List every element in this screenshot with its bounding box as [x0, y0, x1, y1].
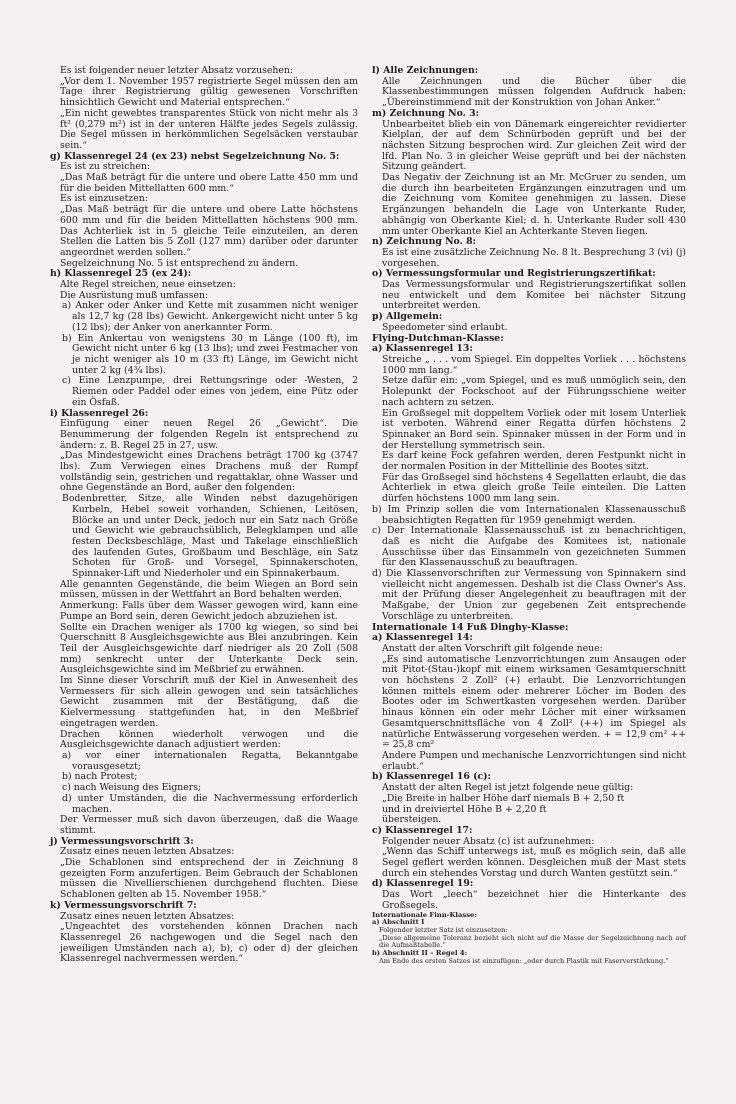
paragraph: Zusatz eines neuen letzten Absatzes: — [60, 846, 235, 858]
paragraph: Die Ausrüstung muß umfassen: — [60, 289, 209, 301]
paragraph: b) Im Prinzip sollen die vom Internationalen Klassenausschuß beabsichtigten Regatten für 1959 genehmigt werden. — [372, 503, 686, 526]
paragraph: c) nach Weisung des Eigners; — [62, 782, 202, 794]
section-heading: b) Abschnitt II – Regel 4: — [372, 948, 468, 957]
paragraph: Einfügung einer neuen Regel 26 „Gewicht“. Die Benummerung der folgenden Regeln ist entsprechend zu ändern: z. B. Regel 25 in 27, usw. — [60, 418, 358, 451]
paragraph: „Es sind automatische Lenzvorrichtungen zum Ansaugen oder mit Pitot-(Stau-)kopf mit einem wirksamen Gesamtquerschnitt von höchstens 2 Zoll² (+) erlaubt. Die Lenzvorrichtungen können mittels einem oder mehrerer Löcher im Boden des Bootes oder im Schwertkasten vorgesehen werden. Darüber hinaus können ein oder mehr Löcher mit einer wirksamen Gesamtquerschnittsfläche von 4 Zoll² (++) im Spiegel als natürliche Entwässerung vorgesehen werden. + = 12,9 cm² ++ = 25,8 cm² — [382, 653, 686, 751]
paragraph: „Das Maß beträgt für die untere und obere Latte höchstens 600 mm und für die beiden Mittellatten höchstens 900 mm. Das Achterliek ist in 5 gleiche Teile einzuteilen, an deren Stellen die Latten bis 5 Zoll (127 mm) darüber oder darunter angeordnet werden sollen.“ — [60, 204, 358, 258]
right-column — [372, 66, 686, 965]
paragraph: Andere Pumpen und mechanische Lenzvorrichtungen sind nicht erlaubt.“ — [382, 750, 686, 772]
left-column — [50, 66, 358, 965]
paragraph: Alle Zeichnungen und die Bücher über die Klassenbestimmungen müssen folgenden Aufdruck haben: „Übereinstimmend mit der Konstruktion von Johan Anker.“ — [382, 75, 686, 109]
section-heading: Flying-Dutchman-Klasse: — [372, 332, 504, 344]
paragraph: Das Negativ der Zeichnung ist an Mr. McGruer zu senden, um die durch ihn bearbeiteten Ergänzungen einzutragen und um die Zeichnung vom Komitee genehmigen zu lassen. Diese Ergänzungen behandeln die Lage von Unterkante Ruder, abhängig von Oberkante Kiel; d. h. Unterkante Ruder soll 430 mm unter Oberkante Kiel an Achterkante Steven liegen. — [382, 172, 686, 237]
paragraph: Drachen können wiederholt verwogen und die Ausgleichsgewichte danach adjustiert werden: — [60, 728, 358, 751]
paragraph: und in dreiviertel Höhe B + 2,20 ft — [382, 803, 547, 815]
paragraph: „Wenn das Schiff unterwegs ist, muß es möglich sein, daß alle Segel geflert werden können. Desgleichen muß der Mast stets durch ein stehendes Vorstag und durch Wanten gestützt sein.“ — [382, 846, 686, 879]
paragraph: Am Ende des ersten Satzes ist einzufügen: „oder durch Plastik mit Faserverstärkung.“ — [379, 956, 669, 965]
section-heading: Internationale 14 Fuß Dinghy-Klasse: — [372, 621, 569, 633]
paragraph: c) Eine Lenzpumpe, drei Rettungsringe oder -Westen, 2 Riemen oder Paddel oder eines von jedem, eine Pütz oder ein Ösfaß. — [62, 375, 358, 408]
paragraph: Streiche „ . . . vom Spiegel. Ein doppeltes Vorliek . . . höchstens 1000 mm lang.“ — [382, 353, 686, 376]
section-heading: a) Abschnitt I — [372, 918, 425, 927]
paragraph: Setze dafür ein: „vom Spiegel, und es muß unmöglich sein, den Holepunkt der Fockschoot auf der Führungsschiene weiter nach achtern zu setzen. — [382, 375, 686, 408]
paragraph: „Das Maß beträgt für die untere und obere Latte 450 mm und für die beiden Mittellatten 600 mm.“ — [60, 172, 358, 194]
paragraph: a) Anker oder Anker und Kette mit zusammen nicht weniger als 12,7 kg (28 lbs) Gewicht. Ankergewicht nicht unter 5 kg (12 lbs); der Anker von anerkannter Form. — [62, 300, 358, 333]
section-heading: k) Vermessungsvorschrift 7: — [50, 899, 197, 911]
section-heading: l) Alle Zeichnungen: — [372, 65, 479, 76]
section-heading: j) Vermessungsvorschrift 3: — [50, 835, 194, 847]
paragraph: Es ist folgender neuer letzter Absatz vorzusehen: — [60, 65, 294, 76]
paragraph: d) Die Klassenvorschriften zur Vermessung von Spinnakern sind vielleicht nicht angemessen. Deshalb ist die Class Owner's Ass. mit der Prüfung dieser Angelegenheit zu beauftragen mit der Maßgabe, der Union zur gegebenen Zeit entsprechende Vorschläge zu unterbreiten. — [372, 568, 686, 622]
paragraph: Das Vermessungsformular und Registrierungszertifikat sollen neu entwickelt und dem Komitee bei nächster Sitzung unterbreitet werden. — [382, 279, 686, 312]
paragraph: Es ist einzusetzen: — [60, 193, 148, 205]
paragraph: Das Wort „leech“ bezeichnet hier die Hinterkante des Großsegels. — [382, 889, 686, 911]
section-heading: i) Klassenregel 26: — [50, 407, 149, 419]
section-heading: a) Klassenregel 13: — [372, 343, 473, 355]
section-heading: o) Vermessungsformular und Registrierungszertifikat: — [372, 268, 656, 280]
section-heading: n) Zeichnung No. 8: — [372, 236, 476, 248]
paragraph: „Vor dem 1. November 1957 registrierte Segel müssen den am Tage ihrer Registrierung gültig gewesenen Vorschriften hinsichtlich Gewicht und Material entsprechen.“ — [60, 75, 358, 109]
paragraph: übersteigen. — [382, 814, 442, 826]
paragraph: Zusatz eines neuen letzten Absatzes: — [60, 910, 235, 922]
paragraph: „Die Breite in halber Höhe darf niemals B + 2,50 ft — [382, 792, 625, 804]
paragraph: Es ist zu streichen: — [60, 161, 151, 173]
paragraph: d) unter Umständen, die die Nachvermessung erforderlich machen. — [62, 792, 358, 815]
paragraph: „Das Mindestgewicht eines Drachens beträgt 1700 kg (3747 lbs). Zum Verwiegen eines Drachens muß der Rumpf vollständig sein, gestrichen und regattaklar, ohne Wasser und ohne Gegenstände an Bord, außer den folgenden: — [60, 450, 358, 494]
paragraph: Folgender letzter Satz ist einzusetzen: — [379, 926, 508, 935]
paragraph: Anstatt der alten Vorschrift gilt folgende neue: — [382, 642, 603, 654]
paragraph: a) vor einer internationalen Regatta, Bekanntgabe vorausgesetzt; — [62, 750, 358, 772]
section-heading: a) Klassenregel 14: — [372, 632, 473, 644]
paragraph: c) Der Internationale Klassenausschuß ist zu benachrichtigen, daß es nicht die Aufgabe des Komitees ist, nationale Ausschüsse über das Einsammeln von gezeichneten Summen für den Klassenausschuß zu beauftragen. — [372, 525, 686, 569]
paragraph: „Die Schablonen sind entsprechend der in Zeichnung 8 gezeigten Form anzufertigen. Beim Gebrauch der Schablonen müssen die Nivellierschienen durchgehend fluchten. Diese Schablonen gelten ab 15. November 1958.“ — [60, 857, 358, 901]
paragraph: b) nach Protest; — [62, 771, 138, 783]
paragraph: Ein Großsegel mit doppeltem Vorliek oder mit losem Unterliek ist verboten. Während einer Regatta dürfen höchstens 2 Spinnaker an Bord sein. Spinnaker müssen in der Form und in der Herstellung symmetrisch sein. — [382, 407, 686, 451]
section-heading: g) Klassenregel 24 (ex 23) nebst Segelzeichnung No. 5: — [50, 150, 340, 162]
paragraph: Alte Regel streichen, neue einsetzen: — [60, 279, 236, 291]
paragraph: Segelzeichnung No. 5 ist entsprechend zu ändern. — [60, 257, 299, 269]
paragraph: Es ist eine zusätzliche Zeichnung No. 8 lt. Besprechung 3 (vi) (j) vorgesehen. — [382, 246, 686, 269]
paragraph: Für das Großsegel sind höchstens 4 Segellatten erlaubt, die das Achterliek in etwa gleich große Teile einteilen. Die Latten dürfen höchstens 1000 mm lang sein. — [382, 471, 686, 505]
paragraph: Der Vermesser muß sich davon überzeugen, daß die Waage stimmt. — [60, 814, 358, 836]
paragraph: Unbearbeitet blieb ein von Dänemark eingereichter revidierter Kielplan, der auf dem Schnürboden geprüft und bei der nächsten Sitzung besprochen wird. Zur gleichen Zeit wird der lfd. Plan No. 3 in gleicher Weise geprüft und bei der nächsten Sitzung geändert. — [382, 118, 686, 173]
paragraph: Speedometer sind erlaubt. — [382, 321, 508, 333]
section-heading: Internationale Finn-Klasse: — [372, 910, 477, 919]
paragraph: Anstatt der alten Regel ist jetzt folgende neue gültig: — [382, 782, 634, 794]
paragraph: „Ungeachtet des vorstehenden können Drachen nach Klassenregel 26 nachgewogen und die Segel nach den jeweiligen Umständen nach a), b), c) oder d) der gleichen Klassenregel nachvermessen werden.“ — [60, 921, 358, 965]
paragraph: Es darf keine Fock gefahren werden, deren Festpunkt nicht in der normalen Position in der Mittellinie des Bootes sitzt. — [382, 450, 686, 473]
paragraph: Alle genannten Gegenstände, die beim Wiegen an Bord sein müssen, müssen in der Wettfahrt an Bord behalten werden. — [60, 578, 358, 601]
section-heading: c) Klassenregel 17: — [372, 824, 473, 836]
paragraph: „Diese allgemeine Toleranz bezieht sich nicht auf die Masse der Segelzeichnung nach auf die Aufmaßtabelle.“ — [379, 933, 686, 950]
section-heading: h) Klassenregel 25 (ex 24): — [50, 268, 192, 280]
section-heading: m) Zeichnung No. 3: — [372, 107, 480, 119]
paragraph: Im Sinne dieser Vorschrift muß der Kiel in Anwesenheit des Vermessers für sich allein gewogen und sein tatsächliches Gewicht zusammen mit der Bestätigung, daß die Kielvermessung stattgefunden hat, in den Meßbrief eingetragen werden. — [60, 675, 358, 729]
section-heading: b) Klassenregel 16 (c): — [372, 771, 491, 783]
paragraph: b) Ein Ankertau von wenigstens 30 m Länge (100 ft), im Gewicht nicht unter 6 kg (13 lbs); und zwei Festmacher von je nicht weniger als 10 m (33 ft) Länge, im Gewicht nicht unter 2 kg (4¾ lbs). — [62, 332, 358, 376]
paragraph: „Ein nicht gewebtes transparentes Stück von nicht mehr als 3 ft² (0,279 m²) ist in der unteren Hälfte jedes Segels zulässig. Die Segel müssen in herkömmlichen Segelsäcken verstaubar sein.“ — [60, 107, 358, 151]
paragraph: Bodenbretter, Sitze, alle Winden nebst dazugehörigen Kurbeln, Hebel soweit vorhanden, Schienen, Leitösen, Blöcke an und unter Deck, jedoch nur ein Satz nach Größe und Gewicht wie gebrauchsüblich, Belegklampen und alle festen Decksbeschläge, Mast und Takelage einschließlich des laufenden Gutes, Großbaum und Beschläge, ein Satz Schoten für Groß- und Vorsegel, Spinnakerschoten, Spinnaker-Lift und Niederholer und ein Spinnakerbaum. — [62, 493, 358, 580]
section-heading: d) Klassenregel 19: — [372, 878, 474, 890]
section-heading: p) Allgemein: — [372, 311, 443, 323]
paragraph: Sollte ein Drachen weniger als 1700 kg wiegen, so sind bei Querschnitt 8 Ausgleichsgewichte aus Blei anzubringen. Kein Teil der Ausgleichsgewichte darf niedriger als 20 Zoll (508 mm) senkrecht unter der Unterkante Deck sein. Ausgleichsgewichte sind im Meßbrief zu erwähnen. — [60, 621, 358, 676]
paragraph: Anmerkung: Falls über dem Wasser gewogen wird, kann eine Pumpe an Bord sein, deren Gewicht jedoch abzuziehen ist. — [60, 600, 358, 622]
paragraph: Folgender neuer Absatz (c) ist aufzunehmen: — [382, 835, 595, 847]
